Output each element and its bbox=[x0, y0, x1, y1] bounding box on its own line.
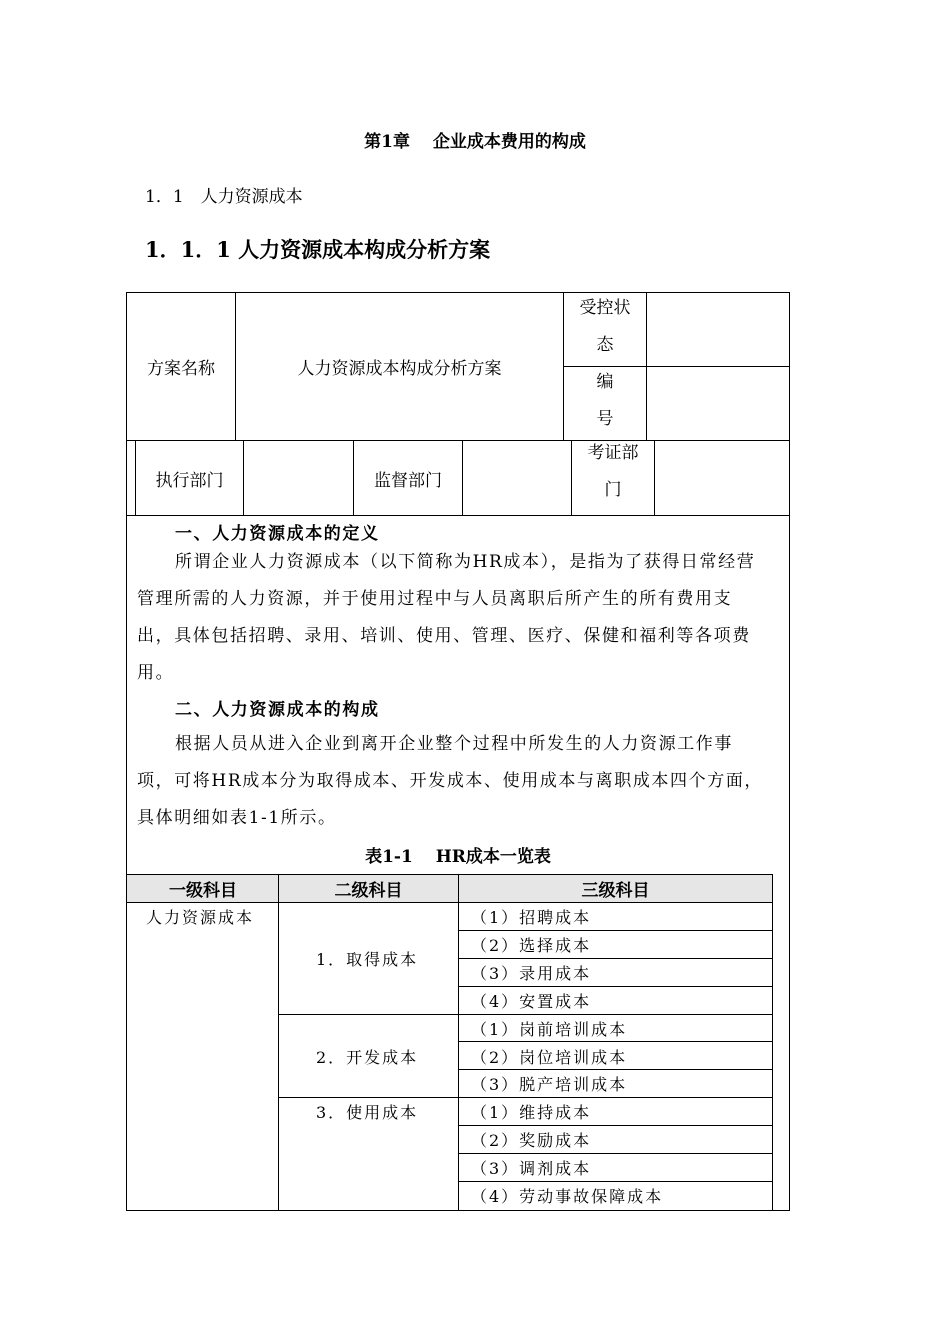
level3-item: （1）招聘成本 bbox=[471, 908, 592, 927]
number-label-line1: 编 bbox=[596, 371, 614, 392]
verify-dept-label bbox=[572, 435, 654, 509]
level3-item: （4）安置成本 bbox=[471, 992, 592, 1011]
level3-item: （2）选择成本 bbox=[471, 936, 592, 955]
chapter-title: 第1章 企业成本费用的构成 bbox=[364, 132, 586, 152]
level3-item: （1）岗前培训成本 bbox=[471, 1020, 628, 1039]
controlled-status-label bbox=[564, 287, 646, 366]
table-caption: 表1-1 HR成本一览表 bbox=[365, 847, 551, 867]
level2-usage: 3．使用成本 bbox=[316, 1103, 419, 1122]
controlled-status-label-line2: 态 bbox=[596, 334, 614, 355]
definition-line-2: 管理所需的人力资源，并于使用过程中与人员离职后所产生的所有费用支 bbox=[137, 589, 733, 609]
level2-development: 2．开发成本 bbox=[316, 1048, 419, 1067]
definition-heading: 一、人力资源成本的定义 bbox=[175, 524, 380, 544]
verify-dept-label-line1: 考证部 bbox=[587, 443, 639, 463]
level3-item: （3）调剂成本 bbox=[471, 1159, 592, 1178]
level3-item: （2）奖励成本 bbox=[471, 1131, 592, 1150]
level2-acquisition: 1．取得成本 bbox=[316, 950, 419, 969]
level3-item: （1）维持成本 bbox=[471, 1103, 592, 1122]
definition-line-4: 用。 bbox=[137, 663, 175, 683]
exec-dept-label: 执行部门 bbox=[155, 470, 224, 491]
controlled-status-label-line1: 受控状 bbox=[579, 297, 631, 318]
supervise-dept-label: 监督部门 bbox=[374, 470, 442, 491]
level3-item: （3）脱产培训成本 bbox=[471, 1075, 628, 1094]
level3-item: （3）录用成本 bbox=[471, 964, 592, 983]
number-label bbox=[564, 361, 646, 440]
number-label-line2: 号 bbox=[596, 408, 614, 429]
composition-paragraph bbox=[137, 726, 782, 837]
level3-item: （2）岗位培训成本 bbox=[471, 1048, 628, 1067]
composition-line-1: 根据人员从进入企业到离开企业整个过程中所发生的人力资源工作事 bbox=[175, 734, 733, 754]
composition-line-3: 具体明细如表1-1所示。 bbox=[137, 808, 337, 828]
section-heading: 1．1 人力资源成本 bbox=[145, 187, 303, 207]
definition-line-3: 出，具体包括招聘、录用、培训、使用、管理、医疗、保健和福利等各项费 bbox=[137, 626, 751, 646]
definition-paragraph bbox=[137, 544, 782, 692]
header-level1: 一级科目 bbox=[169, 881, 237, 901]
plan-name-value: 人力资源成本构成分析方案 bbox=[297, 359, 502, 379]
header-level2: 二级科目 bbox=[334, 881, 403, 901]
level3-item: （4）劳动事故保障成本 bbox=[471, 1187, 664, 1206]
definition-line-1: 所谓企业人力资源成本（以下简称为HR成本），是指为了获得日常经营 bbox=[175, 552, 756, 572]
composition-line-2: 项，可将HR成本分为取得成本、开发成本、使用成本与离职成本四个方面， bbox=[137, 771, 764, 791]
header-level3: 三级科目 bbox=[581, 881, 650, 901]
level1-cell: 人力资源成本 bbox=[146, 908, 255, 927]
verify-dept-label-line2: 门 bbox=[604, 480, 622, 500]
composition-heading: 二、人力资源成本的构成 bbox=[175, 700, 380, 720]
plan-name-label: 方案名称 bbox=[147, 359, 215, 379]
subsection-heading: 1．1．1 人力资源成本构成分析方案 bbox=[145, 237, 491, 262]
